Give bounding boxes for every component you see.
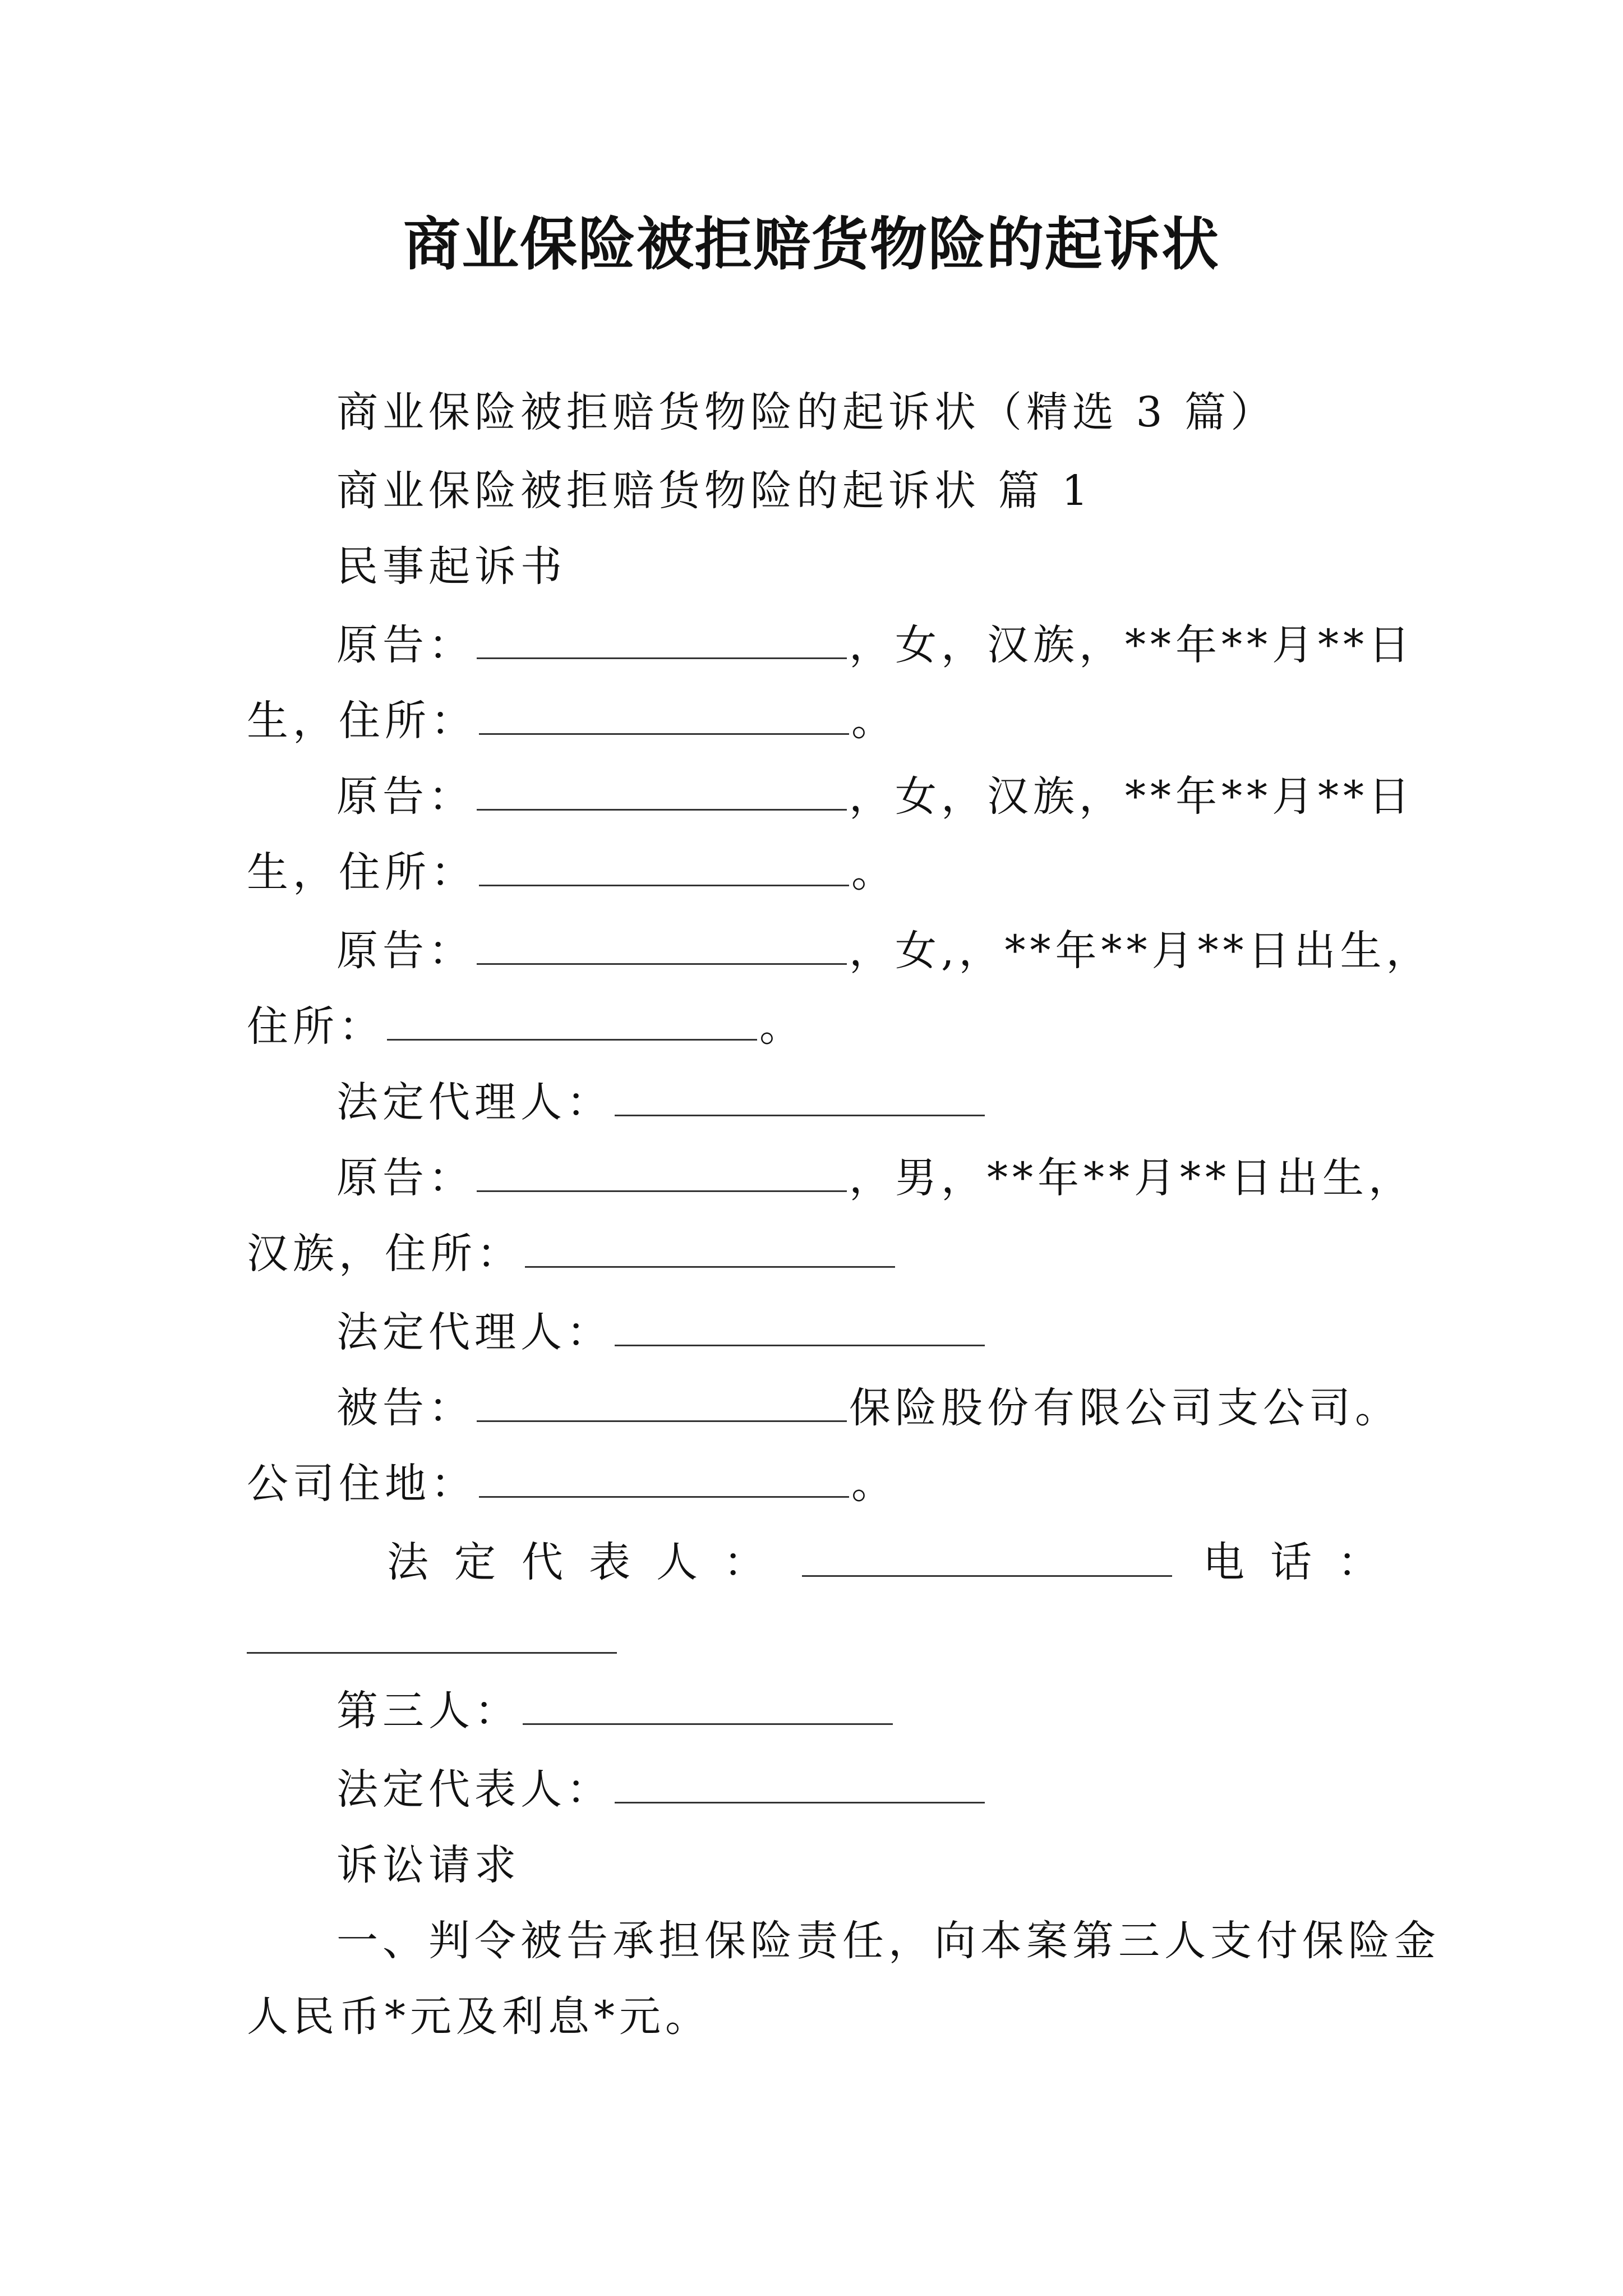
period: 。 bbox=[851, 1460, 897, 1508]
phone-blank[interactable] bbox=[247, 1652, 617, 1654]
defendant-company: 保险股份有限公司支公司。 bbox=[849, 1384, 1401, 1432]
blank-field[interactable] bbox=[477, 774, 847, 811]
doc-type-heading: 民事起诉书 bbox=[336, 542, 566, 591]
document-subtitle: 商业保险被拒赔货物险的起诉状（精选 3 篇） bbox=[336, 388, 1277, 436]
plaintiff-1-line-1 bbox=[336, 617, 1414, 673]
period: 。 bbox=[759, 1002, 805, 1051]
blank-field[interactable] bbox=[615, 1080, 985, 1116]
blank-field[interactable] bbox=[479, 850, 849, 886]
plaintiff-label: 原告： bbox=[336, 1154, 474, 1202]
legal-representative-label: 法定代表人： bbox=[387, 1538, 791, 1586]
claim-1-line-2: 人民币*元及利息*元。 bbox=[247, 1993, 711, 2041]
defendant-line bbox=[336, 1380, 1401, 1436]
period: 。 bbox=[851, 848, 897, 896]
blank-field[interactable] bbox=[479, 698, 849, 735]
blank-field[interactable] bbox=[525, 1231, 895, 1268]
residence-label: 生，住所： bbox=[247, 848, 477, 896]
plaintiff-2-line-1 bbox=[336, 769, 1414, 825]
document-title: 商业保险被拒赔货物险的起诉状 bbox=[403, 211, 1220, 278]
blank-field[interactable] bbox=[477, 928, 847, 965]
blank-field[interactable] bbox=[479, 1461, 849, 1498]
residence-label: 住所： bbox=[247, 1002, 385, 1051]
blank-field[interactable] bbox=[477, 1156, 847, 1192]
legal-agent-1 bbox=[336, 1074, 987, 1130]
period: 。 bbox=[851, 697, 897, 745]
plaintiff-label: 原告： bbox=[336, 927, 474, 975]
plaintiff-3-line-2 bbox=[247, 999, 805, 1055]
plaintiff-3-line-1 bbox=[336, 923, 1432, 979]
plaintiff-1-line-2 bbox=[247, 693, 897, 749]
residence-label: 汉族，住所： bbox=[247, 1230, 523, 1278]
blank-field[interactable] bbox=[523, 1688, 893, 1725]
legal-agent-label: 法定代理人： bbox=[336, 1078, 612, 1126]
defendant-label: 被告： bbox=[336, 1384, 474, 1432]
blank-field[interactable] bbox=[477, 1386, 847, 1422]
blank-field[interactable] bbox=[615, 1310, 985, 1346]
third-party-label: 第三人： bbox=[336, 1687, 520, 1735]
claim-1-line-1: 一、判令被告承担保险责任，向本案第三人支付保险金 bbox=[336, 1917, 1440, 1965]
plaintiff-2-line-2 bbox=[247, 844, 897, 900]
claims-heading: 诉讼请求 bbox=[336, 1841, 520, 1889]
plaintiff-4-line-2 bbox=[247, 1226, 897, 1282]
plaintiff-label: 原告： bbox=[336, 772, 474, 821]
plaintiff-4-line-1 bbox=[336, 1150, 1414, 1206]
company-address-line bbox=[247, 1456, 897, 1512]
blank-field[interactable] bbox=[387, 1004, 757, 1041]
legal-representative-blank[interactable] bbox=[802, 1575, 1172, 1577]
plaintiff-details: ，女，汉族，**年**月**日 bbox=[849, 621, 1414, 669]
plaintiff-details: ，女，汉族，**年**月**日 bbox=[849, 772, 1414, 821]
third-party-line bbox=[336, 1683, 895, 1739]
legal-agent-label: 法定代理人： bbox=[336, 1308, 612, 1356]
plaintiff-details: ，男，**年**月**日出生， bbox=[849, 1154, 1414, 1202]
third-party-rep-line bbox=[336, 1761, 987, 1818]
company-address-label: 公司住地： bbox=[247, 1460, 477, 1508]
blank-field[interactable] bbox=[477, 623, 847, 659]
blank-field[interactable] bbox=[615, 1767, 985, 1803]
legal-agent-2 bbox=[336, 1304, 987, 1360]
section-heading: 商业保险被拒赔货物险的起诉状 篇 1 bbox=[336, 467, 1093, 515]
plaintiff-label: 原告： bbox=[336, 621, 474, 669]
third-party-rep-label: 法定代表人： bbox=[336, 1765, 612, 1814]
residence-label: 生，住所： bbox=[247, 697, 477, 745]
phone-label: 电话： bbox=[1203, 1538, 1405, 1586]
plaintiff-details: ，女,，**年**月**日出生， bbox=[849, 927, 1432, 975]
